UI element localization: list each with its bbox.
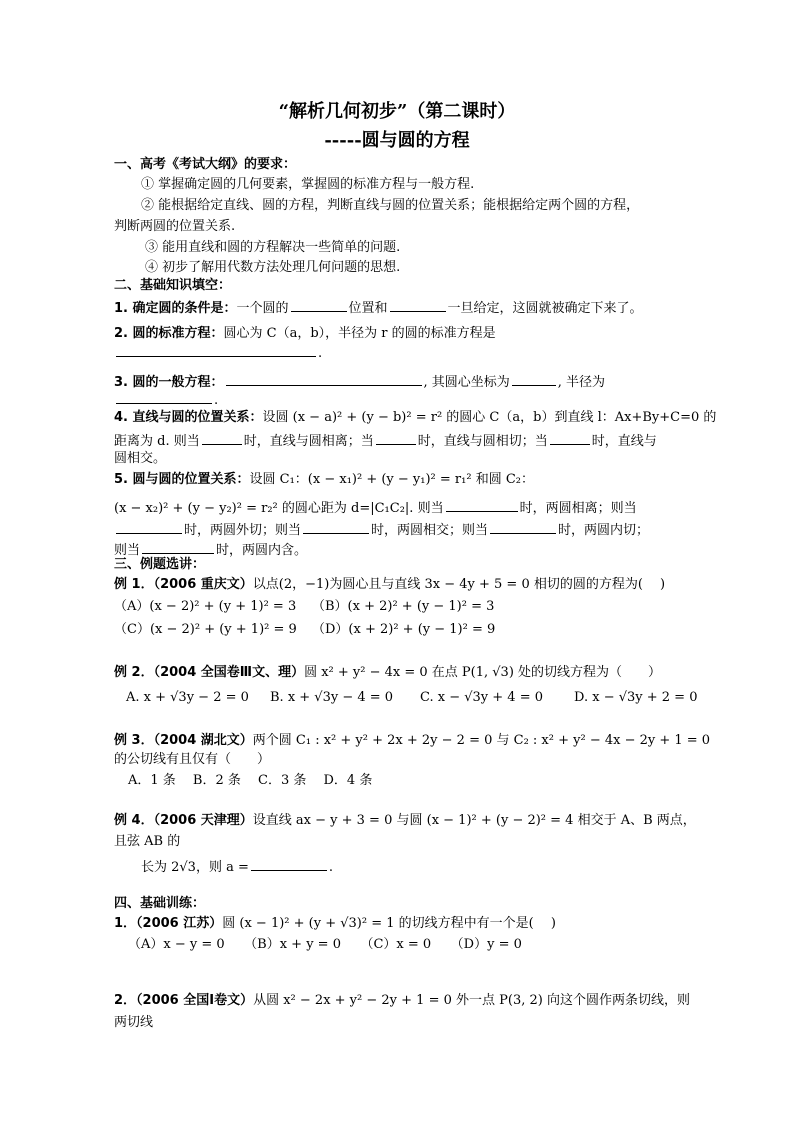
example-4-text-3b: . [328, 860, 334, 875]
example-4-text-2: 且弦 AB 的 [114, 834, 181, 849]
training-2-text: 从圆 x² − 2x + y² − 2y + 1 = 0 外一点 P(3, 2) 向这个圆作两条切线，则 [253, 993, 690, 1008]
question-4-line-1 [114, 410, 716, 426]
example-3-options: A．1 条 B．2 条 C．3 条 D．4 条 [128, 773, 373, 788]
example-4-label: 例 4．（2006 天津理） [114, 813, 253, 828]
question-4-label: 4. 直线与圆的位置关系： [114, 410, 263, 425]
example-3-label: 例 3．（2004 湖北文） [114, 733, 253, 748]
question-5-text-c2: 时，两圆相交；则当 [371, 523, 489, 538]
question-4-text-b4: 时，直线与 [591, 434, 657, 449]
blank-field[interactable] [116, 390, 212, 404]
question-5-line-1 [114, 472, 534, 488]
question-4-line-2 [114, 431, 657, 450]
example-4-text-3 [141, 857, 333, 876]
blank-field[interactable] [116, 520, 182, 534]
blank-field[interactable] [303, 520, 369, 534]
example-4-text: 设直线 ax − y + 3 = 0 与圆 (x − 1)² + (y − 2)² = 4 相交于 A、B 两点， [252, 813, 696, 828]
training-2-text-2: 两切线 [114, 1015, 154, 1030]
blank-field[interactable] [550, 431, 590, 445]
blank-field[interactable] [202, 431, 242, 445]
blank-field[interactable] [390, 298, 446, 312]
question-2 [114, 326, 496, 342]
training-1-text: 圆 (x − 1)² + (y + √3)² = 1 的切线方程中有一个是( ) [222, 916, 556, 931]
question-3-answer: . [114, 390, 218, 409]
page-subtitle: -----圆与圆的方程 [324, 130, 470, 151]
question-5-line-2 [114, 498, 637, 517]
option-d: （D）(x + 2)² + (y − 1)² = 9 [312, 622, 496, 637]
training-1 [114, 916, 556, 932]
question-1-text-a: 一个圆的 [236, 301, 289, 316]
training-2-label: 2．（2006 全国Ⅰ卷文） [114, 993, 254, 1008]
question-2-label: 2. 圆的标准方程： [114, 326, 224, 341]
question-1-text-c: 一旦给定，这圆就被确定下来了。 [447, 301, 643, 316]
example-3-text-2: 的公切线有且仅有（ ） [114, 752, 271, 767]
blank-field[interactable] [512, 372, 556, 386]
requirement-item-3: ③ 能用直线和圆的方程解决一些简单的问题. [145, 240, 401, 255]
option-c: （C）(x − 2)² + (y + 1)² = 9 [114, 622, 297, 637]
requirement-item-2b: 判断两圆的位置关系. [114, 219, 236, 234]
example-4-text-3a: 长为 2√3，则 a = [141, 860, 249, 875]
blank-field[interactable] [142, 540, 214, 554]
question-5-text-a: 设圆 C₁：(x − x₁)² + (y − y₁)² = r₁² 和圆 C₂： [249, 472, 534, 487]
option-a: A. x + √3y − 2 = 0 [126, 690, 249, 705]
question-5-text-d2: 时，两圆内含。 [216, 543, 308, 558]
blank-field[interactable] [376, 431, 416, 445]
example-4 [114, 813, 696, 829]
question-3-label: 3. 圆的一般方程： [114, 375, 224, 390]
question-5-text-b1: (x − x₂)² + (y − y₂)² = r₂² 的圆心距为 d=|C₁C₂|. 则当 [114, 501, 444, 516]
training-2 [114, 993, 690, 1009]
requirement-item-4: ④ 初步了解用代数方法处理几何问题的思想. [145, 260, 401, 275]
question-1-label: 1. 确定圆的条件是： [114, 301, 237, 316]
blank-field[interactable] [490, 520, 556, 534]
example-1 [114, 577, 665, 593]
question-4-line-3: 圆相交。 [114, 451, 167, 466]
blank-field[interactable] [446, 498, 518, 512]
question-1 [114, 298, 643, 317]
blank-field[interactable] [291, 298, 347, 312]
example-1-text: 以点(2，−1)为圆心且与直线 3x − 4y + 5 = 0 相切的圆的方程为( ) [252, 577, 666, 592]
example-2-label: 例 2．（2004 全国卷Ⅲ文、理） [114, 665, 305, 680]
training-1-label: 1．（2006 江苏） [114, 916, 223, 931]
question-1-text-b: 位置和 [348, 301, 388, 316]
question-5-text-c3: 时，两圆内切； [558, 523, 650, 538]
page-title: “解析几何初步”（第二课时） [278, 101, 516, 122]
example-2-text: 圆 x² + y² − 4x = 0 在点 P(1, √3) 处的切线方程为（ ） [304, 665, 662, 680]
section-1-heading: 一、高考《考试大纲》的要求： [114, 157, 297, 172]
question-5-label: 5. 圆与圆的位置关系： [114, 472, 250, 487]
option-a: （A）(x − 2)² + (y + 1)² = 3 [114, 599, 297, 614]
example-1-options-row-2 [114, 622, 509, 638]
blank-field[interactable] [116, 343, 316, 357]
question-3 [114, 372, 605, 391]
section-2-heading: 二、基础知识填空： [114, 278, 232, 293]
question-4-text-b2: 时，直线与圆相离；当 [243, 434, 374, 449]
blank-field[interactable] [251, 857, 327, 871]
question-2-text: 圆心为 C（a，b），半径为 r 的圆的标准方程是 [223, 326, 496, 341]
section-3-heading: 三、例题选讲： [114, 557, 206, 572]
example-1-options-row-1 [114, 599, 508, 615]
option-d: D. x − √3y + 2 = 0 [574, 690, 698, 705]
example-3-text: 两个圆 C₁ : x² + y² + 2x + 2y − 2 = 0 与 C₂ : x² + y² − 4x − 2y + 1 = 0 [252, 733, 711, 748]
question-4-text-b1: 距离为 d. 则当 [114, 434, 200, 449]
example-2 [114, 665, 661, 681]
question-4-text-b3: 时，直线与圆相切；当 [417, 434, 548, 449]
question-3-text-a: , 其圆心坐标为 [423, 375, 510, 390]
example-1-label: 例 1．（2006 重庆文） [114, 577, 253, 592]
question-5-text-c1: 时，两圆外切；则当 [184, 523, 302, 538]
question-5-text-b2: 时，两圆相离；则当 [519, 501, 637, 516]
question-4-text-a: 设圆 (x − a)² + (y − b)² = r² 的圆心 C（a，b）到直线 l：Ax+By+C=0 的 [262, 410, 717, 425]
requirement-item-1: ① 掌握确定圆的几何要素，掌握圆的标准方程与一般方程. [141, 177, 475, 192]
question-5-line-3 [114, 520, 649, 539]
option-b: （B）(x + 2)² + (y − 1)² = 3 [312, 599, 495, 614]
section-4-heading: 四、基础训练： [114, 896, 206, 911]
training-1-options: （A）x − y = 0 （B）x + y = 0 （C）x = 0 （D）y = 0 [128, 937, 522, 952]
example-2-options [126, 690, 711, 706]
option-b: B. x + √3y − 4 = 0 [270, 690, 394, 705]
requirement-item-2a: ② 能根据给定直线、圆的方程，判断直线与圆的位置关系；能根据给定两个圆的方程， [141, 198, 640, 213]
question-5-text-d1: 则当 [114, 543, 141, 558]
example-3 [114, 733, 710, 749]
option-c: C. x − √3y + 4 = 0 [420, 690, 543, 705]
blank-field[interactable] [226, 372, 422, 386]
question-2-answer: . [114, 343, 322, 362]
question-3-text-b: , 半径为 [557, 375, 606, 390]
